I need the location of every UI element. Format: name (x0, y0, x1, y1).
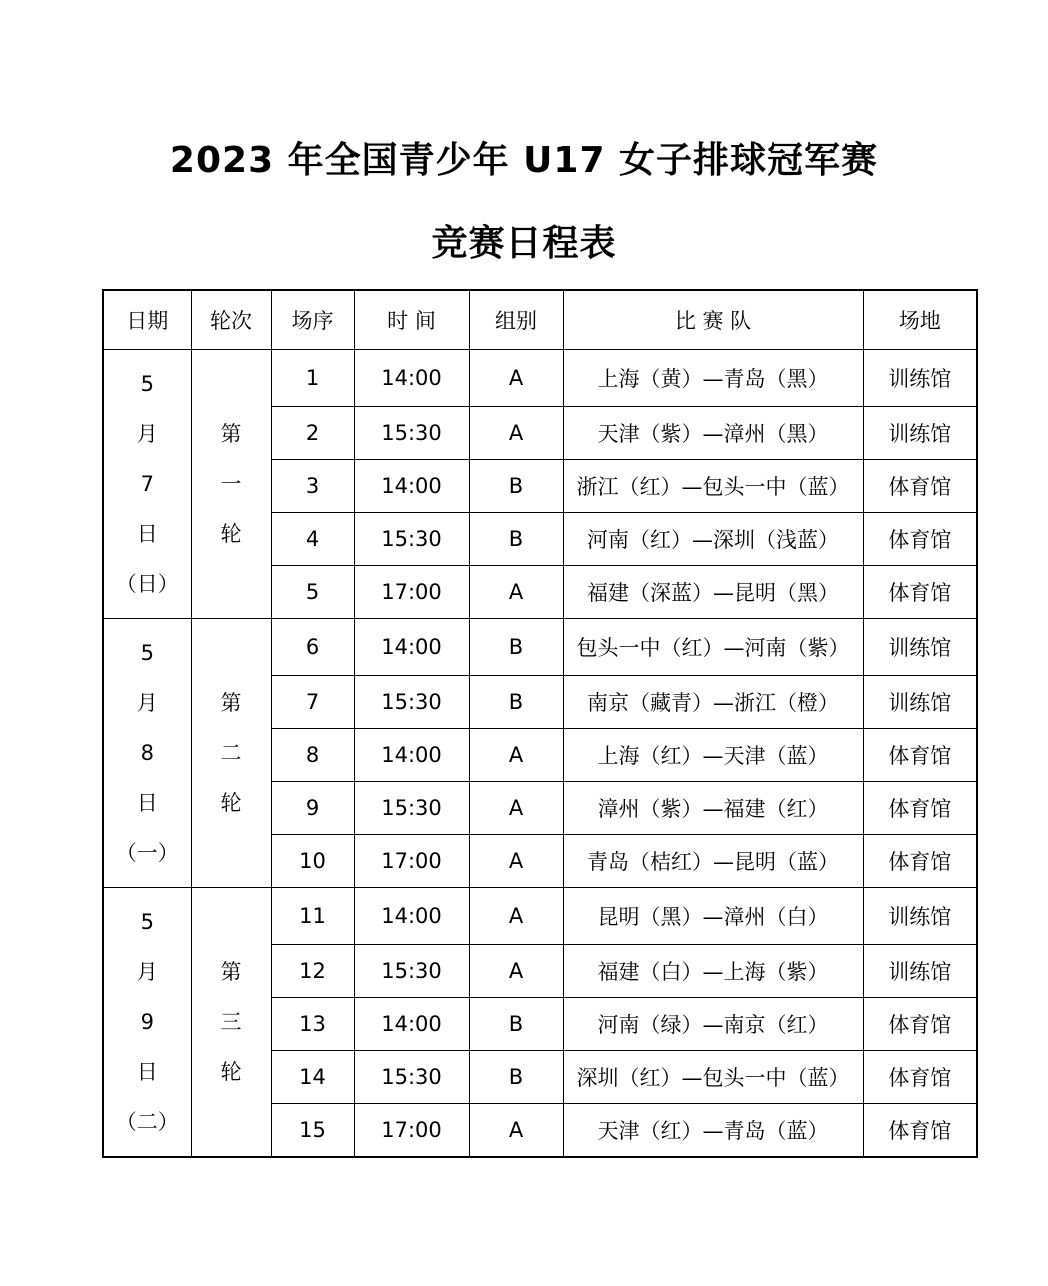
match-no-cell: 2 (271, 407, 354, 460)
time-cell: 15:30 (354, 407, 469, 460)
date-char: 5 (140, 910, 154, 934)
match-no-cell: 10 (271, 835, 354, 888)
round-char: 二 (220, 741, 242, 765)
time-cell: 15:30 (354, 782, 469, 835)
header-row (103, 290, 977, 350)
date-char: 月 (136, 960, 158, 984)
group-cell: B (469, 619, 563, 676)
match-no-cell: 14 (271, 1051, 354, 1104)
match-no-cell: 15 (271, 1104, 354, 1158)
venue-cell: 体育馆 (863, 998, 977, 1051)
date-char: 日 (136, 1060, 158, 1084)
round-char: 三 (220, 1010, 242, 1034)
group-cell: B (469, 1051, 563, 1104)
table-row (103, 888, 977, 945)
teams-cell: 漳州（紫）—福建（红） (563, 782, 863, 835)
time-cell: 15:30 (354, 513, 469, 566)
time-cell: 14:00 (354, 350, 469, 407)
group-cell: A (469, 407, 563, 460)
date-char: 5 (140, 641, 154, 665)
time-cell: 15:30 (354, 945, 469, 998)
time-cell: 14:00 (354, 888, 469, 945)
venue-cell: 训练馆 (863, 350, 977, 407)
venue-cell: 体育馆 (863, 513, 977, 566)
match-no-cell: 6 (271, 619, 354, 676)
header-date: 日期 (103, 290, 191, 350)
date-char: 月 (136, 422, 158, 446)
group-cell: A (469, 1104, 563, 1158)
teams-cell: 青岛（桔红）—昆明（蓝） (563, 835, 863, 888)
date-char: （一） (115, 841, 179, 865)
table-row (103, 619, 977, 676)
match-no-cell: 13 (271, 998, 354, 1051)
time-cell: 17:00 (354, 1104, 469, 1158)
venue-cell: 训练馆 (863, 407, 977, 460)
header-venue: 场地 (863, 290, 977, 350)
round-char: 一 (220, 472, 242, 496)
time-cell: 17:00 (354, 566, 469, 619)
time-cell: 15:30 (354, 676, 469, 729)
venue-cell: 体育馆 (863, 460, 977, 513)
header-round: 轮次 (191, 290, 271, 350)
venue-cell: 体育馆 (863, 1051, 977, 1104)
document-title: 2023 年全国青少年 U17 女子排球冠军赛 (169, 140, 879, 181)
date-char: 月 (136, 691, 158, 715)
teams-cell: 上海（红）—天津（蓝） (563, 729, 863, 782)
teams-cell: 上海（黄）—青岛（黑） (563, 350, 863, 407)
venue-cell: 体育馆 (863, 835, 977, 888)
document-subtitle: 竞赛日程表 (431, 223, 617, 264)
teams-cell: 深圳（红）—包头一中（蓝） (563, 1051, 863, 1104)
match-no-cell: 4 (271, 513, 354, 566)
venue-cell: 体育馆 (863, 1104, 977, 1158)
round-char: 轮 (220, 522, 242, 546)
date-cell (103, 888, 191, 1158)
group-cell: A (469, 566, 563, 619)
group-cell: A (469, 888, 563, 945)
venue-cell: 体育馆 (863, 566, 977, 619)
round-char: 第 (220, 960, 242, 984)
match-no-cell: 3 (271, 460, 354, 513)
round-char: 第 (220, 691, 242, 715)
date-char: 日 (136, 522, 158, 546)
teams-cell: 南京（藏青）—浙江（橙） (563, 676, 863, 729)
date-char: （日） (115, 572, 179, 596)
match-no-cell: 1 (271, 350, 354, 407)
teams-cell: 天津（红）—青岛（蓝） (563, 1104, 863, 1158)
date-char: 9 (140, 1010, 154, 1034)
venue-cell: 训练馆 (863, 945, 977, 998)
date-char: 7 (140, 472, 154, 496)
header-time: 时 间 (354, 290, 469, 350)
teams-cell: 河南（绿）—南京（红） (563, 998, 863, 1051)
group-cell: A (469, 782, 563, 835)
match-no-cell: 5 (271, 566, 354, 619)
group-cell: B (469, 676, 563, 729)
venue-cell: 体育馆 (863, 729, 977, 782)
match-no-cell: 11 (271, 888, 354, 945)
date-cell (103, 350, 191, 619)
teams-cell: 浙江（红）—包头一中（蓝） (563, 460, 863, 513)
teams-cell: 河南（红）—深圳（浅蓝） (563, 513, 863, 566)
group-cell: A (469, 945, 563, 998)
group-cell: B (469, 460, 563, 513)
group-cell: A (469, 729, 563, 782)
header-group: 组别 (469, 290, 563, 350)
time-cell: 17:00 (354, 835, 469, 888)
date-char: 日 (136, 791, 158, 815)
round-char: 轮 (220, 791, 242, 815)
group-cell: A (469, 350, 563, 407)
teams-cell: 昆明（黑）—漳州（白） (563, 888, 863, 945)
header-match-no: 场序 (271, 290, 354, 350)
date-char: 5 (140, 372, 154, 396)
round-cell (191, 619, 271, 888)
venue-cell: 训练馆 (863, 676, 977, 729)
time-cell: 14:00 (354, 998, 469, 1051)
group-cell: A (469, 835, 563, 888)
schedule-body (103, 350, 977, 1158)
date-char: 8 (140, 741, 154, 765)
group-cell: B (469, 998, 563, 1051)
round-char: 轮 (220, 1060, 242, 1084)
match-no-cell: 12 (271, 945, 354, 998)
date-cell (103, 619, 191, 888)
time-cell: 14:00 (354, 619, 469, 676)
time-cell: 14:00 (354, 729, 469, 782)
teams-cell: 福建（白）—上海（紫） (563, 945, 863, 998)
venue-cell: 体育馆 (863, 782, 977, 835)
round-cell (191, 888, 271, 1158)
date-char: （二） (115, 1110, 179, 1134)
teams-cell: 包头一中（红）—河南（紫） (563, 619, 863, 676)
match-no-cell: 9 (271, 782, 354, 835)
teams-cell: 天津（紫）—漳州（黑） (563, 407, 863, 460)
round-char: 第 (220, 422, 242, 446)
time-cell: 15:30 (354, 1051, 469, 1104)
schedule-table (102, 289, 978, 1158)
group-cell: B (469, 513, 563, 566)
round-cell (191, 350, 271, 619)
venue-cell: 训练馆 (863, 888, 977, 945)
table-row (103, 350, 977, 407)
match-no-cell: 7 (271, 676, 354, 729)
time-cell: 14:00 (354, 460, 469, 513)
venue-cell: 训练馆 (863, 619, 977, 676)
header-teams: 比 赛 队 (563, 290, 863, 350)
match-no-cell: 8 (271, 729, 354, 782)
teams-cell: 福建（深蓝）—昆明（黑） (563, 566, 863, 619)
